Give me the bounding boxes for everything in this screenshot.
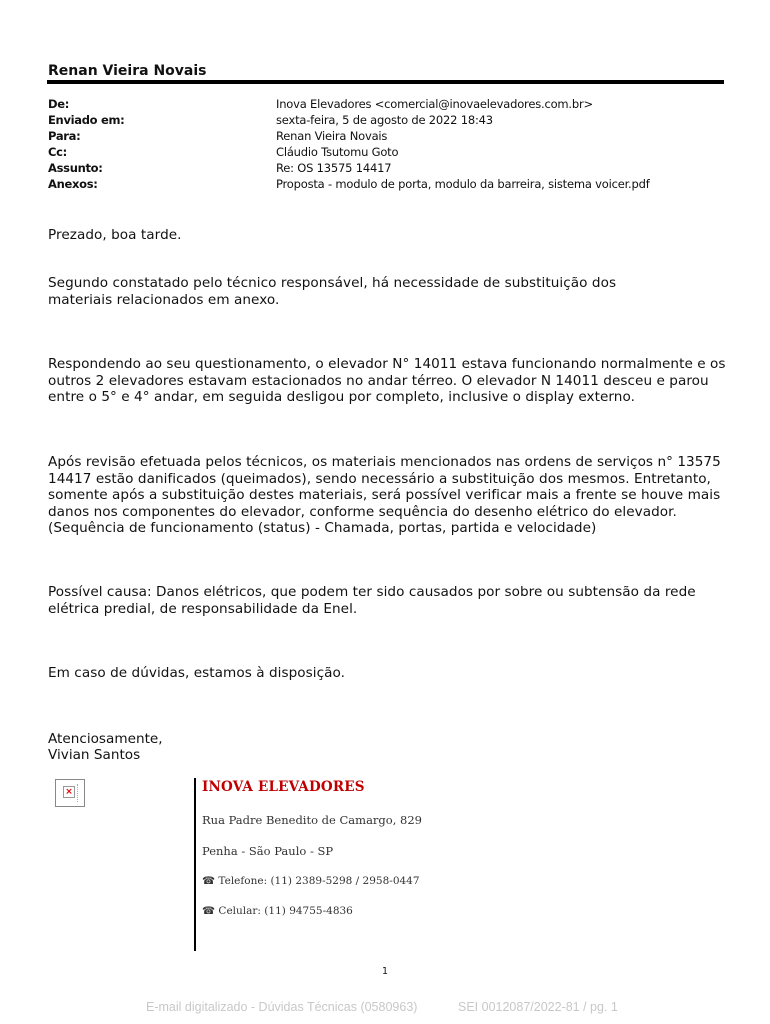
cc-label: Cc: xyxy=(48,145,67,159)
paragraph-3: Após revisão efetuada pelos técnicos, os materiais mencionados nas ordens de serviços n° 13575 14417 estão danificados (queimados), sendo necessário a substituição dos mesmos. Entretanto, somente após a substituição destes materiais, será possível verificar mais a frente se houve mais danos nos componentes do elevador, conforme sequência do desenho elétrico do elevador. (Sequência de funcionamento (status) - Chamada, portas, partida e velocidade) xyxy=(48,454,721,537)
page-number: 1 xyxy=(381,966,389,977)
subject-value: Re: OS 13575 14417 xyxy=(276,161,392,175)
company-mobile: ☎ Celular: (11) 94755-4836 xyxy=(202,905,353,917)
to-label: Para: xyxy=(48,129,81,143)
from-label: De: xyxy=(48,97,70,111)
company-phone: ☎ Telefone: (11) 2389-5298 / 2958-0447 xyxy=(202,875,420,887)
cc-value: Cláudio Tsutomu Goto xyxy=(276,145,399,159)
paragraph-5: Em caso de dúvidas, estamos à disposição. xyxy=(48,665,346,681)
paragraph-2: Respondendo ao seu questionamento, o elevador N° 14011 estava funcionando normalmente e os outros 2 elevadores estavam estacionados no andar térreo. O elevador N 14011 desceu e parou entre o 5° e 4° andar, em seguida desligou por completo, inclusive o display externo. xyxy=(48,356,726,406)
sent-value: sexta-feira, 5 de agosto de 2022 18:43 xyxy=(276,113,493,127)
from-value: Inova Elevadores <comercial@inovaelevadores.com.br> xyxy=(276,97,593,111)
image-placeholder-lines xyxy=(77,784,82,802)
sent-label: Enviado em: xyxy=(48,113,125,127)
footer-left: E-mail digitalizado - Dúvidas Técnicas (0580963) xyxy=(146,1000,418,1014)
attachments-label: Anexos: xyxy=(48,177,98,191)
to-value: Renan Vieira Novais xyxy=(276,129,388,143)
broken-image-icon xyxy=(55,779,85,807)
greeting: Prezado, boa tarde. xyxy=(48,227,182,243)
signer-name: Vivian Santos xyxy=(48,747,141,763)
document-owner-name: Renan Vieira Novais xyxy=(48,63,207,79)
paragraph-4: Possível causa: Danos elétricos, que podem ter sido causados por sobre ou subtensão da rede elétrica predial, de responsabilidade da Enel. xyxy=(48,584,696,617)
header-rule xyxy=(47,80,724,84)
signature-divider xyxy=(194,778,196,951)
company-address: Rua Padre Benedito de Camargo, 829 xyxy=(202,813,422,827)
subject-label: Assunto: xyxy=(48,161,103,175)
paragraph-1: Segundo constatado pelo técnico responsável, há necessidade de substituição dos materiais relacionados em anexo. xyxy=(48,275,617,308)
company-name: INOVA ELEVADORES xyxy=(202,779,365,795)
attachment-link[interactable]: Proposta - modulo de porta, modulo da barreira, sistema voicer.pdf xyxy=(276,177,650,191)
company-city: Penha - São Paulo - SP xyxy=(202,844,334,858)
close-icon: × xyxy=(63,786,75,798)
footer-right: SEI 0012087/2022-81 / pg. 1 xyxy=(458,1000,618,1014)
closing: Atenciosamente, xyxy=(48,731,163,747)
